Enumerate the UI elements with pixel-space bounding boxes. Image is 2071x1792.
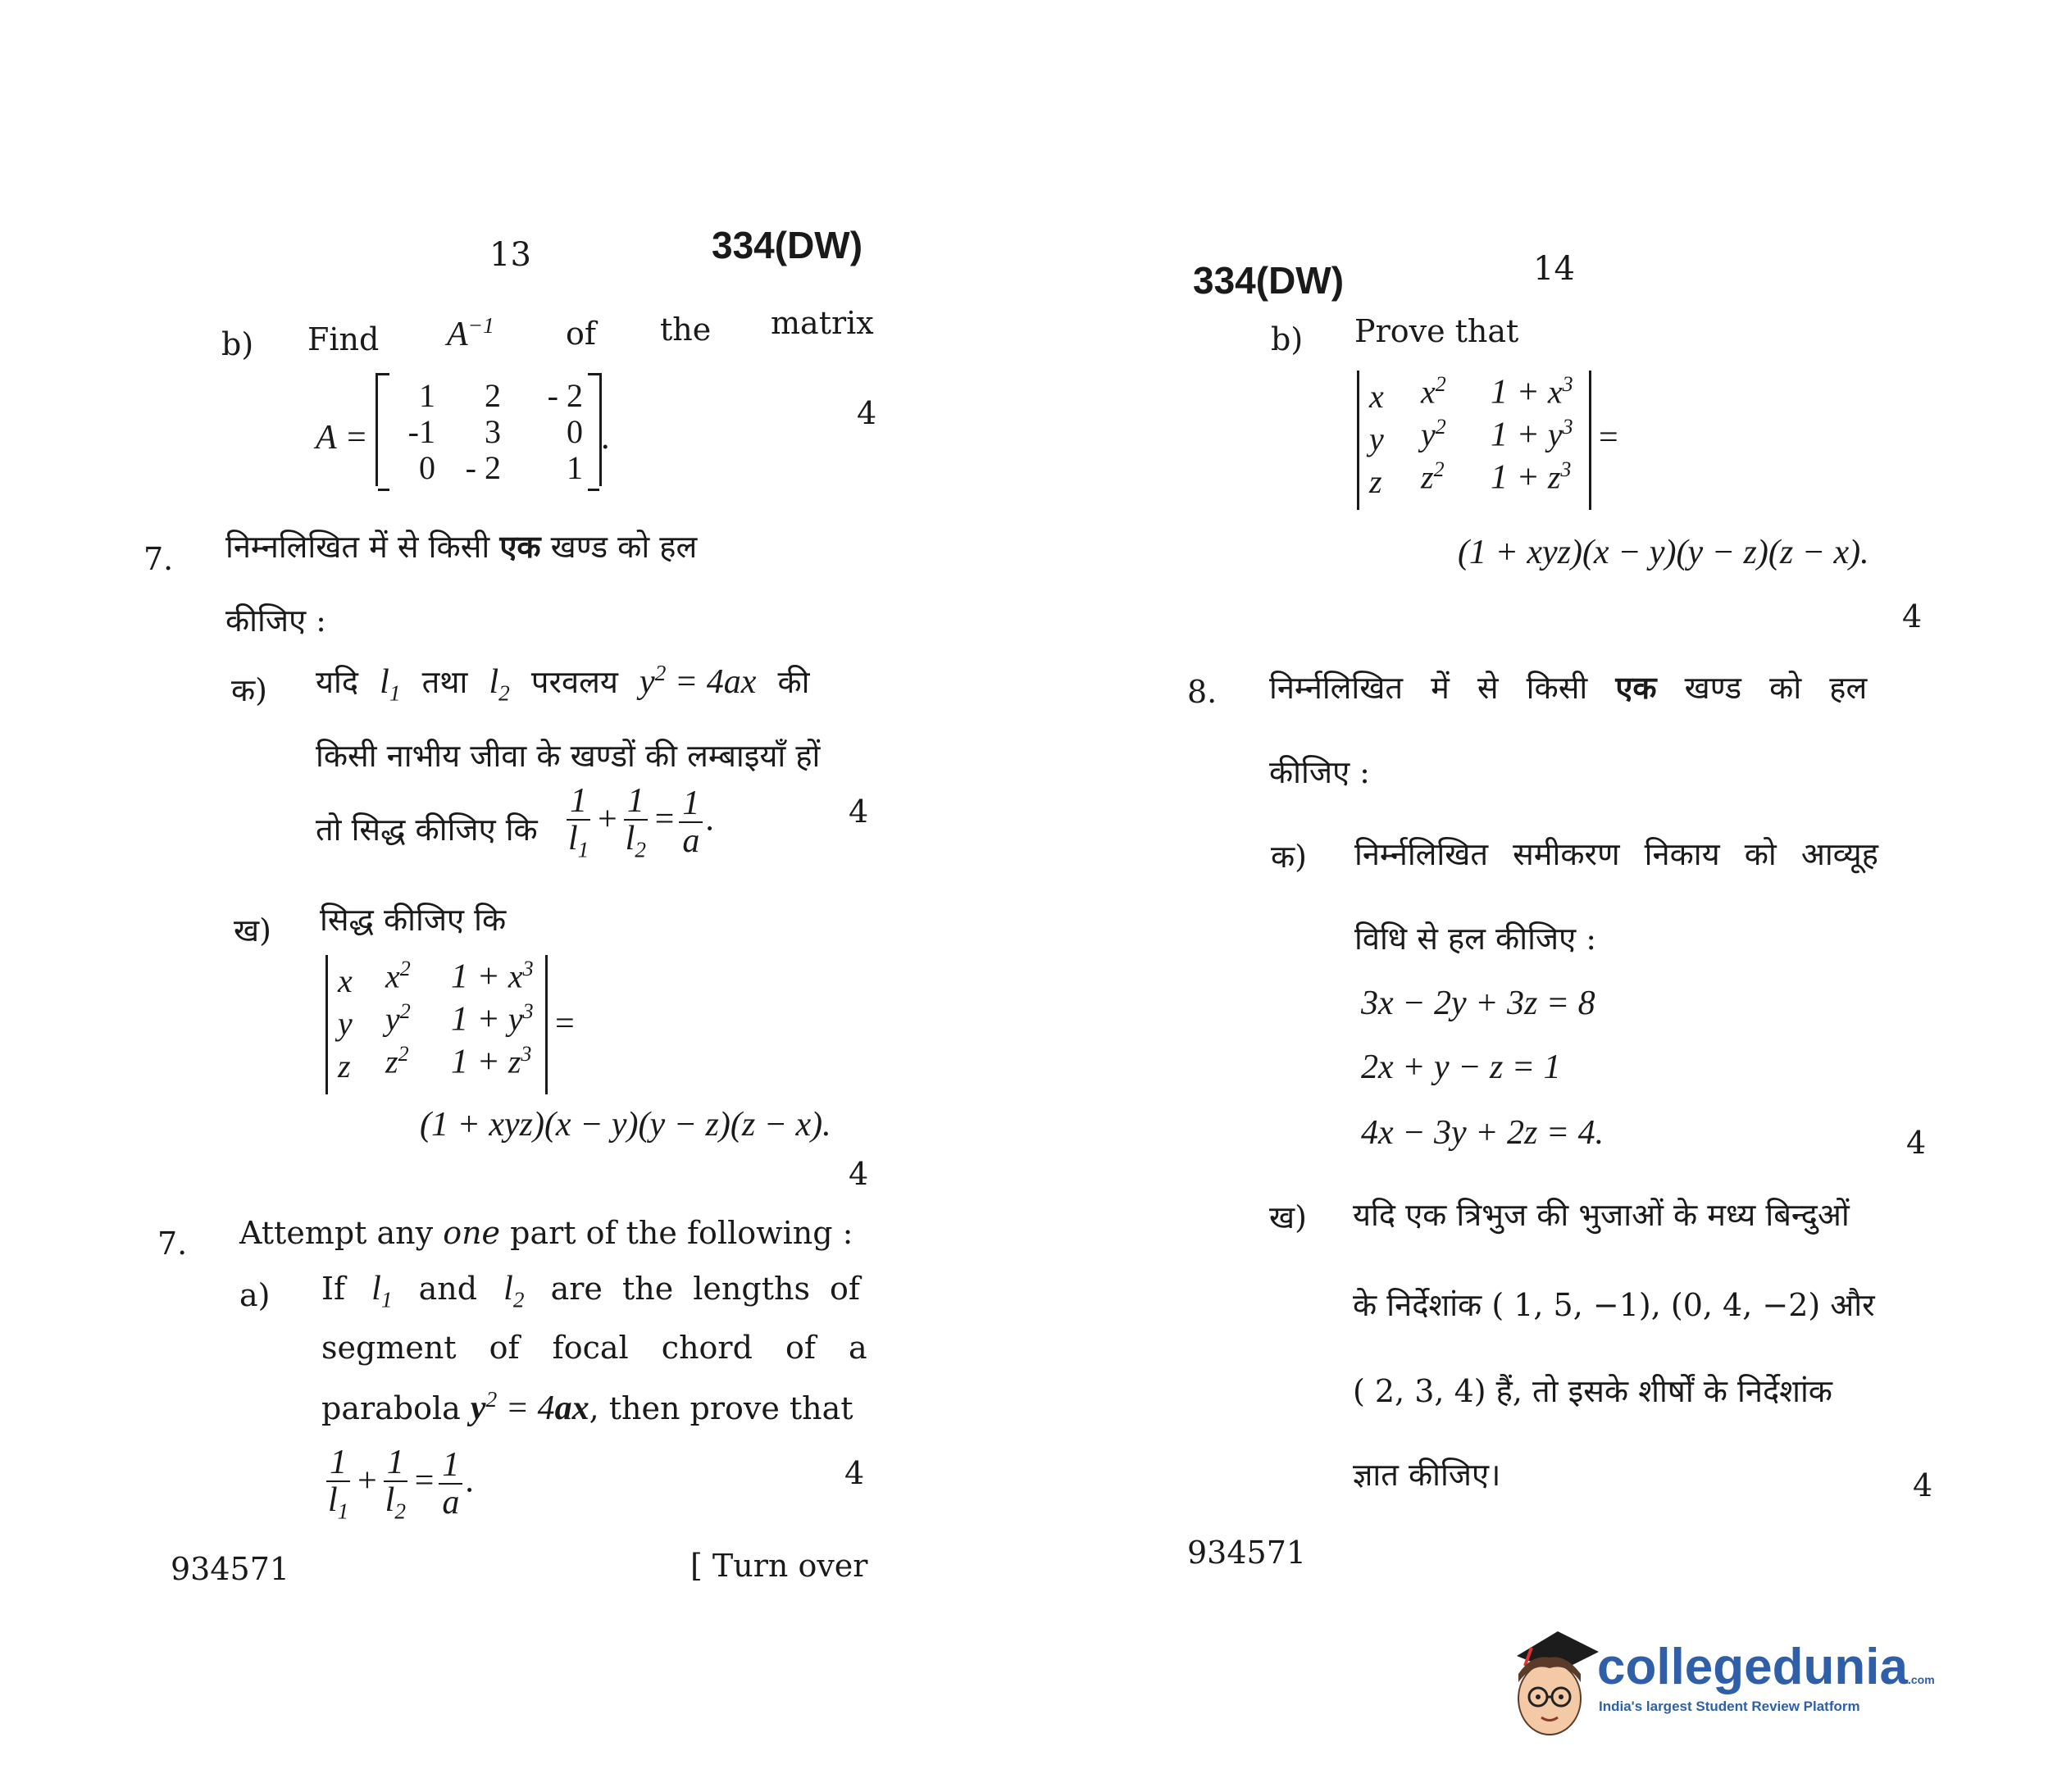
math-l2: $l_2$ — [503, 1270, 525, 1312]
matrix-cell: 1 — [419, 377, 435, 414]
question-text — [1269, 666, 1867, 708]
subpart-label: क) — [231, 672, 268, 708]
marks: 4 — [844, 1455, 865, 1491]
subpart-label: क) — [1271, 839, 1308, 875]
question-text: Find — [307, 321, 380, 357]
det-cell: $1 + z^3$ — [1491, 457, 1572, 497]
question-text — [316, 660, 809, 706]
page-number: 13 — [489, 236, 531, 274]
text: are the lengths of — [550, 1271, 860, 1307]
punctuation: . — [601, 419, 610, 457]
question-text: ज्ञात कीजिए। — [1353, 1457, 1501, 1493]
det-cell: $z^2$ — [1421, 457, 1445, 496]
question-label: b) — [1271, 321, 1304, 357]
question-label: b) — [221, 326, 254, 362]
matrix-cell: 1 — [567, 449, 583, 486]
det-cell: y — [338, 1005, 353, 1042]
paper-code: 334(DW) — [712, 224, 863, 266]
footer-code: 934571 — [171, 1551, 290, 1587]
brand-name — [1597, 1638, 1935, 1696]
det-cell: x — [338, 962, 353, 999]
text: and — [418, 1271, 478, 1307]
matrix-cell: 2 — [485, 377, 501, 414]
question-number: 7. — [157, 1226, 188, 1262]
question-text — [321, 1269, 860, 1312]
brand-text: collegedunia — [1597, 1639, 1908, 1695]
math-l1: $l_1$ — [380, 663, 401, 706]
question-text: segment of focal chord of a — [321, 1330, 867, 1366]
matrix-lhs: A = — [316, 419, 368, 457]
math-expression: $A^{-1}$ — [447, 313, 494, 353]
equation: 4x − 3y + 2z = 4. — [1361, 1114, 1604, 1152]
math-fraction-sum: $\frac{1}{l_1}$ + $\frac{1}{l_2}$ = $\frac{1}{a}$ . — [328, 1444, 475, 1524]
question-text: विधि से हल कीजिए : — [1354, 921, 1597, 957]
marks: 4 — [849, 794, 869, 830]
determinant-result: (1 + xyz)(x − y)(y − z)(z − x). — [420, 1106, 831, 1144]
determinant — [1357, 371, 1591, 510]
text-emphasis: one — [443, 1215, 501, 1251]
instruction-text: निम्नलिखित में से किसी — [225, 529, 490, 565]
det-cell: y — [1369, 421, 1384, 457]
determinant-result: (1 + xyz)(x − y)(y − z)(z − x). — [1458, 534, 1869, 571]
math-l1: $l_1$ — [371, 1270, 393, 1312]
determinant — [325, 955, 548, 1094]
question-text — [239, 1215, 853, 1251]
matrix-cell: - 2 — [465, 449, 501, 486]
question-text: कीजिए : — [225, 603, 326, 639]
det-cell: $y^2$ — [1421, 415, 1446, 453]
question-text: के निर्देशांक ( 1, 5, −1), (0, 4, −2) और — [1353, 1287, 1875, 1323]
paper-code: 334(DW) — [1193, 259, 1345, 302]
det-cell: $1 + x^3$ — [451, 957, 534, 996]
question-number: 8. — [1187, 674, 1218, 710]
instruction-emphasis: एक — [1615, 669, 1657, 706]
equation: 3x − 2y + 3z = 8 — [1361, 985, 1595, 1022]
marks: 4 — [1906, 1125, 1927, 1161]
det-cell: z — [338, 1048, 351, 1085]
det-cell: $z^2$ — [385, 1042, 409, 1080]
text: , then prove that — [589, 1390, 853, 1426]
instruction-text: निर्म्नलिखित में से किसी — [1269, 670, 1588, 706]
matrix — [376, 373, 602, 486]
det-cell: z — [1369, 463, 1382, 500]
equals-sign: = — [1599, 419, 1618, 457]
det-cell: x — [1369, 378, 1384, 415]
text: If — [321, 1271, 346, 1307]
matrix-cell: - 2 — [547, 377, 583, 414]
marks: 4 — [857, 395, 877, 431]
math-l2: $l_2$ — [489, 663, 510, 706]
question-text: matrix — [771, 305, 874, 341]
marks: 4 — [1902, 598, 1923, 634]
question-text: यदि एक त्रिभुज की भुजाओं के मध्य बिन्दुओं — [1353, 1197, 1850, 1233]
text: parabola — [321, 1390, 461, 1426]
question-text: कीजिए : — [1269, 754, 1370, 790]
math-parabola: $y^2 = 4ax$ — [640, 661, 757, 701]
question-text: the — [660, 312, 712, 348]
text: तथा — [421, 664, 468, 700]
question-text: of — [566, 316, 596, 352]
question-text: ( 2, 3, 4) हैं, तो इसके शीर्षों के निर्देशांक — [1353, 1373, 1832, 1409]
det-cell: $x^2$ — [385, 957, 411, 995]
equals-sign: = — [555, 1005, 575, 1043]
subpart-label: ख) — [234, 912, 271, 948]
question-text — [225, 525, 697, 567]
question-text: निर्म्नलिखित समीकरण निकाय को आव्यूह — [1354, 836, 1878, 872]
det-cell: $1 + y^3$ — [451, 999, 534, 1039]
math-parabola: $y^2 = 4ax$ — [470, 1387, 589, 1427]
det-cell: $1 + y^3$ — [1491, 415, 1573, 454]
det-cell: $y^2$ — [385, 999, 411, 1038]
det-cell: $1 + x^3$ — [1491, 372, 1573, 412]
text: part of the following : — [510, 1215, 853, 1251]
question-text: Prove that — [1354, 313, 1519, 349]
subpart-label: ख) — [1269, 1199, 1307, 1235]
turn-over-label: [ Turn over — [690, 1548, 868, 1584]
text: यदि — [316, 664, 359, 700]
text: Attempt any — [239, 1215, 434, 1251]
text: परवलय — [530, 664, 618, 700]
subpart-label: a) — [239, 1277, 271, 1313]
collegedunia-logo — [1500, 1623, 1935, 1738]
marks: 4 — [1913, 1467, 1933, 1503]
marks: 4 — [849, 1156, 869, 1192]
question-number: 7. — [143, 541, 174, 577]
math-fraction-sum: $\frac{1}{l_1}$ + $\frac{1}{l_2}$ = $\frac{1}{a}$ . — [568, 782, 715, 862]
equation: 2x + y − z = 1 — [1361, 1048, 1561, 1086]
question-text: किसी नाभीय जीवा के खण्डों की लम्बाइयाँ हों — [316, 738, 821, 774]
instruction-emphasis: एक — [499, 528, 541, 565]
matrix-cell: 3 — [485, 413, 501, 450]
text: की — [777, 664, 810, 700]
matrix-cell: 0 — [419, 449, 435, 486]
brand-domain: .com — [1907, 1673, 1935, 1686]
page-number: 14 — [1533, 250, 1575, 288]
instruction-text: खण्ड को हल — [1684, 670, 1868, 706]
mascot-icon — [1500, 1623, 1599, 1738]
matrix-cell: -1 — [407, 413, 435, 450]
footer-code: 934571 — [1187, 1535, 1307, 1571]
question-text: तो सिद्ध कीजिए कि — [316, 812, 538, 848]
instruction-text: खण्ड को हल — [550, 529, 698, 565]
question-text — [321, 1387, 853, 1428]
det-cell: $1 + z^3$ — [451, 1042, 532, 1081]
matrix-cell: 0 — [567, 413, 583, 450]
question-text: सिद्ध कीजिए कि — [320, 902, 507, 938]
det-cell: $x^2$ — [1421, 372, 1446, 411]
brand-tagline: India's largest Student Review Platform — [1599, 1699, 1860, 1714]
